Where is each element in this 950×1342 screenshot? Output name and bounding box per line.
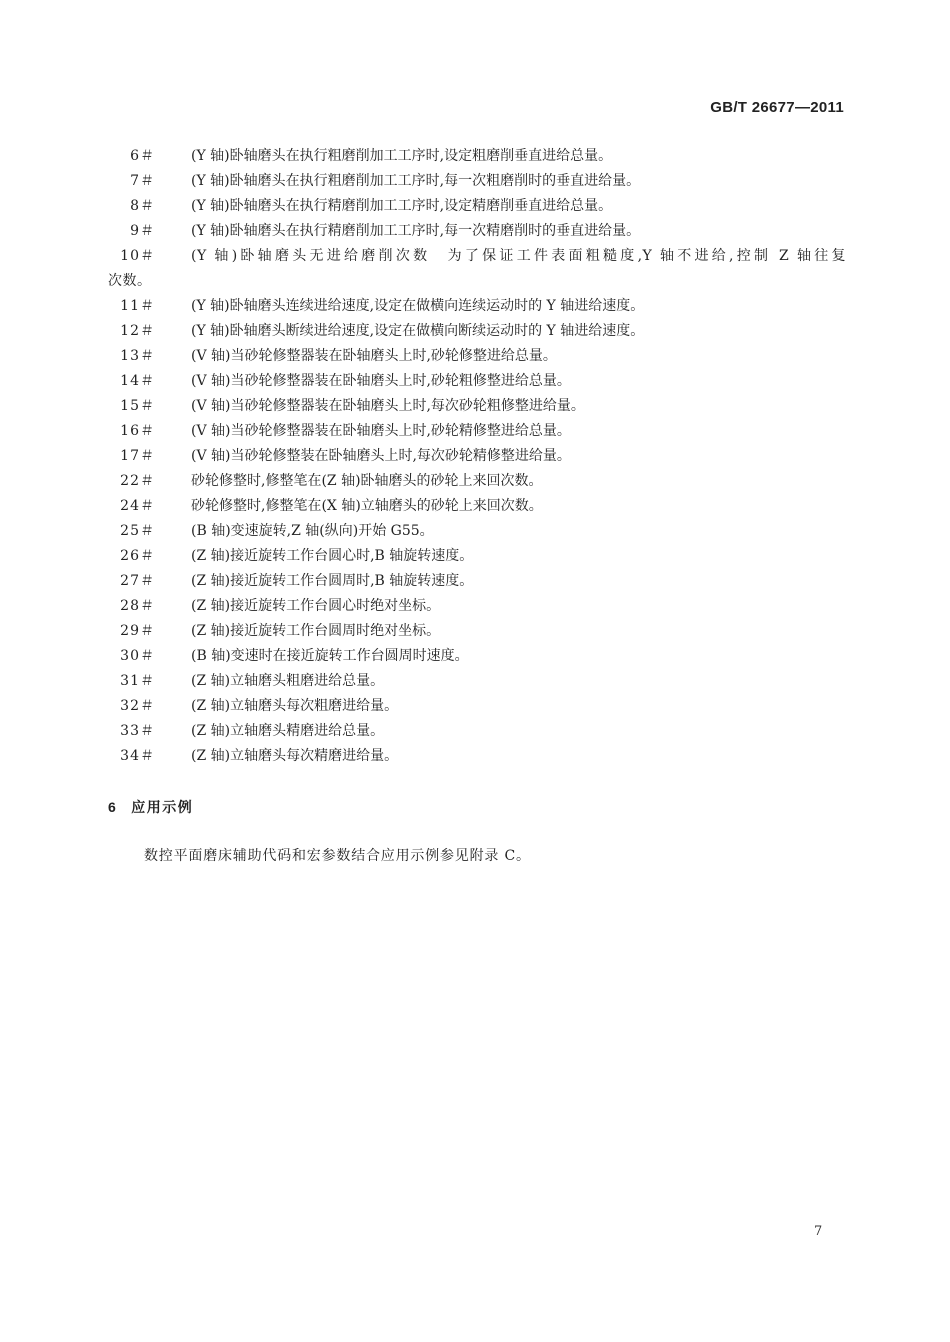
item-text: (B 轴)变速时在接近旋转工作台圆周时速度。 [191,648,469,664]
list-item [108,669,846,694]
item-number: 6＃ [130,148,155,164]
section-number: 6 [108,799,118,815]
list-item [108,719,846,744]
item-text: (V 轴)当砂轮修整器装在卧轴磨头上时,砂轮修整进给总量。 [191,348,557,364]
item-number: 16＃ [120,423,155,439]
item-text: (Y 轴)卧轴磨头连续进给速度,设定在做横向连续运动时的 Y 轴进给速度。 [191,298,645,314]
item-number: 17＃ [120,448,155,464]
item-number: 8＃ [130,198,155,214]
list-item [108,419,846,444]
item-text: (Y 轴)卧轴磨头在执行粗磨削加工工序时,设定粗磨削垂直进给总量。 [191,148,613,164]
list-item [108,194,846,219]
item-number: 11＃ [120,298,155,314]
list-item [108,144,846,169]
item-text: (Z 轴)接近旋转工作台圆周时绝对坐标。 [191,623,441,639]
item-text: (Z 轴)接近旋转工作台圆心时绝对坐标。 [191,598,441,614]
list-item [108,344,846,369]
list-item [108,494,846,519]
item-text: (Y 轴)卧轴磨头在执行精磨削加工工序时,每一次精磨削时的垂直进给量。 [191,223,641,239]
list-item [108,369,846,394]
list-item [108,694,846,719]
item-number: 26＃ [120,548,155,564]
list-item [108,294,846,319]
item-text: (V 轴)当砂轮修整器装在卧轴磨头上时,砂轮精修整进给总量。 [191,423,571,439]
item-text: (Y 轴)卧轴磨头无进给磨削次数 为了保证工件表面粗糙度,Y 轴不进给,控制 Z 轴往复 [191,248,846,264]
document-code: GB/T 26677—2011 [710,99,844,116]
list-item [108,394,846,419]
list-item [108,594,846,619]
item-number: 33＃ [120,723,155,739]
list-item [108,169,846,194]
item-text: (V 轴)当砂轮修整器装在卧轴磨头上时,每次砂轮粗修整进给量。 [191,398,585,414]
list-item [108,744,846,769]
item-number: 34＃ [120,748,155,764]
item-number: 9＃ [130,223,155,239]
list-item [108,544,846,569]
item-text: (Y 轴)卧轴磨头在执行粗磨削加工工序时,每一次粗磨削时的垂直进给量。 [191,173,641,189]
list-item [108,519,846,544]
list-item [108,444,846,469]
item-number: 14＃ [120,373,155,389]
item-text: (B 轴)变速旋转,Z 轴(纵向)开始 G55。 [191,523,434,539]
item-number: 10＃ [120,248,155,264]
item-text: 砂轮修整时,修整笔在(X 轴)立轴磨头的砂轮上来回次数。 [191,498,543,514]
item-number: 24＃ [120,498,155,514]
body-paragraph: 数控平面磨床辅助代码和宏参数结合应用示例参见附录 C。 [144,848,531,864]
item-text: (Y 轴)卧轴磨头断续进给速度,设定在做横向断续运动时的 Y 轴进给速度。 [191,323,645,339]
item-text: (Z 轴)立轴磨头粗磨进给总量。 [191,673,385,689]
section-title: 应用示例 [131,799,194,815]
item-text: (Z 轴)接近旋转工作台圆心时,B 轴旋转速度。 [191,548,474,564]
item-number: 25＃ [120,523,155,539]
item-number: 28＃ [120,598,155,614]
list-item [108,469,846,494]
item-text: (Z 轴)立轴磨头每次粗磨进给量。 [191,698,399,714]
item-number: 15＃ [120,398,155,414]
page-number: 7 [814,1224,823,1239]
item-number: 30＃ [120,648,155,664]
list-item [108,644,846,669]
item-text: 砂轮修整时,修整笔在(Z 轴)卧轴磨头的砂轮上来回次数。 [191,473,543,489]
item-text: (Y 轴)卧轴磨头在执行精磨削加工工序时,设定精磨削垂直进给总量。 [191,198,613,214]
list-item [108,219,846,244]
item-text: (Z 轴)立轴磨头精磨进给总量。 [191,723,385,739]
item-number: 7＃ [130,173,155,189]
list-item [108,569,846,594]
item-text: (Z 轴)立轴磨头每次精磨进给量。 [191,748,399,764]
item-text-continuation: 次数。 [108,273,152,289]
item-text: (V 轴)当砂轮修整装在卧轴磨头上时,每次砂轮精修整进给量。 [191,448,571,464]
item-number: 31＃ [120,673,155,689]
item-number: 13＃ [120,348,155,364]
parameter-list [108,144,846,769]
list-item [108,244,846,294]
section-heading [108,797,193,817]
item-number: 12＃ [120,323,155,339]
list-item [108,619,846,644]
item-number: 32＃ [120,698,155,714]
item-number: 29＃ [120,623,155,639]
item-number: 22＃ [120,473,155,489]
item-text: (V 轴)当砂轮修整器装在卧轴磨头上时,砂轮粗修整进给总量。 [191,373,571,389]
item-text: (Z 轴)接近旋转工作台圆周时,B 轴旋转速度。 [191,573,474,589]
list-item [108,319,846,344]
item-number: 27＃ [120,573,155,589]
